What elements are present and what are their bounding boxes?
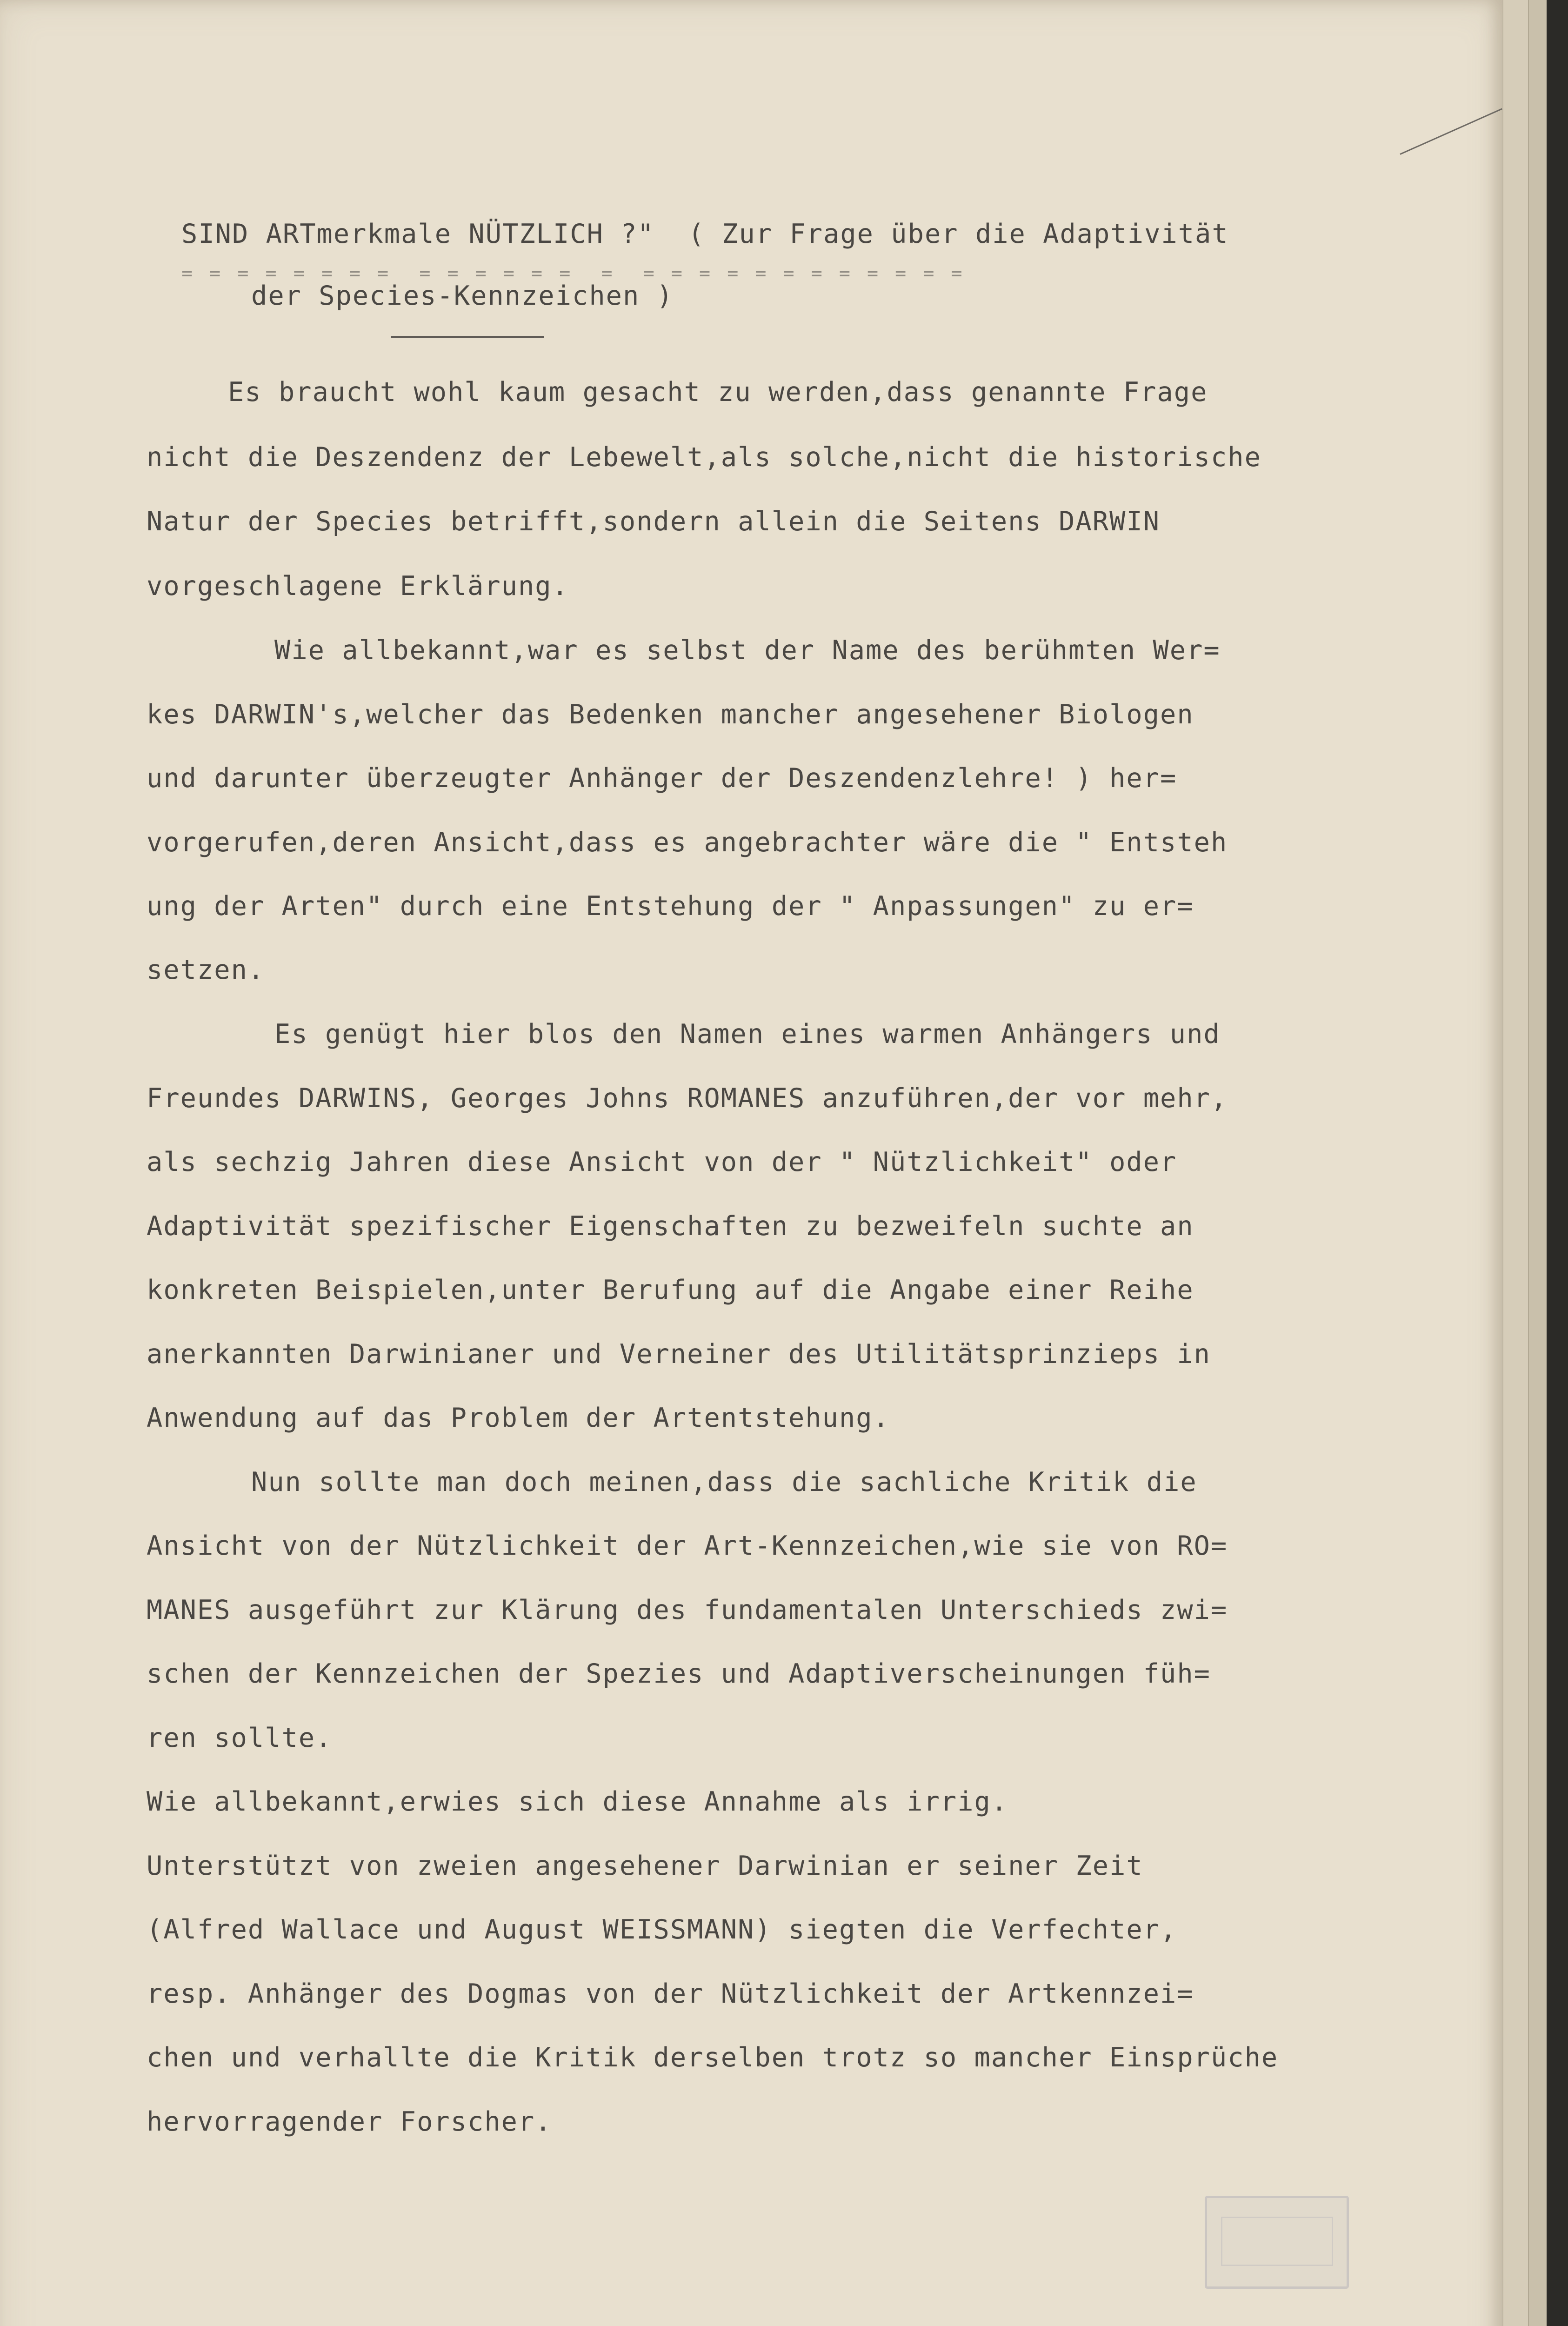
title-strikethrough: = = = = = = = = = = = = = = = = = = = = = = = = = = =: [181, 263, 965, 284]
page-edge-3: [1547, 0, 1568, 2326]
text-line: Wie allbekannt,erwies sich diese Annahme als irrig.: [147, 1786, 1008, 1817]
text-line: setzen.: [147, 955, 265, 985]
text-line: MANES ausgeführt zur Klärung des fundamentalen Unterschieds zwi=: [147, 1595, 1228, 1625]
text-line: hervorragender Forscher.: [147, 2106, 552, 2137]
text-line: Wie allbekannt,war es selbst der Name des berühmten Wer=: [274, 635, 1221, 666]
text-line: Adaptivität spezifischer Eigenschaften zu bezweifeln suchte an: [147, 1211, 1194, 1242]
text-line: vorgeschlagene Erklärung.: [147, 571, 569, 602]
text-line: kes DARWIN's,welcher das Bedenken mancher angesehener Biologen: [147, 699, 1194, 730]
archive-stamp: [1205, 2196, 1349, 2289]
text-line: Es braucht wohl kaum gesacht zu werden,dass genannte Frage: [228, 377, 1208, 408]
title-underline: [391, 336, 544, 338]
text-line: anerkannten Darwinianer und Verneiner des Utilitätsprinzieps in: [147, 1339, 1211, 1370]
text-line: Unterstützt von zweien angesehener Darwinian er seiner Zeit: [147, 1851, 1143, 1881]
text-line: nicht die Deszendenz der Lebewelt,als solche,nicht die historische: [147, 442, 1261, 473]
archive-stamp-inner: [1221, 2217, 1333, 2266]
text-line: chen und verhallte die Kritik derselben trotz so mancher Einsprüche: [147, 2042, 1279, 2073]
text-line: Natur der Species betrifft,sondern allein die Seitens DARWIN: [147, 506, 1161, 537]
text-line: und darunter überzeugter Anhänger der Deszendenzlehre! ) her=: [147, 763, 1177, 794]
text-line: konkreten Beispielen,unter Berufung auf die Angabe einer Reihe: [147, 1275, 1194, 1305]
text-line: Es genügt hier blos den Namen eines warmen Anhängers und: [274, 1019, 1221, 1049]
text-line: Anwendung auf das Problem der Artentstehung.: [147, 1403, 890, 1433]
text-line: Freundes DARWINS, Georges Johns ROMANES anzuführen,der vor mehr,: [147, 1083, 1228, 1114]
text-line: schen der Kennzeichen der Spezies und Adaptiverscheinungen füh=: [147, 1658, 1211, 1689]
page-edge-1: [1502, 0, 1529, 2326]
subtitle-line: der Species-Kennzeichen ): [251, 281, 674, 311]
text-line: Ansicht von der Nützlichkeit der Art-Kennzeichen,wie sie von RO=: [147, 1531, 1228, 1561]
text-line: als sechzig Jahren diese Ansicht von der " Nützlichkeit" oder: [147, 1147, 1177, 1177]
text-line: vorgerufen,deren Ansicht,dass es angebrachter wäre die " Entsteh: [147, 827, 1228, 858]
page-edge-2: [1528, 0, 1548, 2326]
title-line: SIND ARTmerkmale NÜTZLICH ?" ( Zur Frage über die Adaptivität: [181, 219, 1229, 249]
text-line: ung der Arten" durch eine Entstehung der " Anpassungen" zu er=: [147, 891, 1194, 922]
text-line: Nun sollte man doch meinen,dass die sachliche Kritik die: [251, 1467, 1197, 1497]
text-line: (Alfred Wallace und August WEISSMANN) siegten die Verfechter,: [147, 1914, 1177, 1945]
text-line: resp. Anhänger des Dogmas von der Nützlichkeit der Artkennzei=: [147, 1978, 1194, 2009]
text-line: ren sollte.: [147, 1723, 333, 1753]
